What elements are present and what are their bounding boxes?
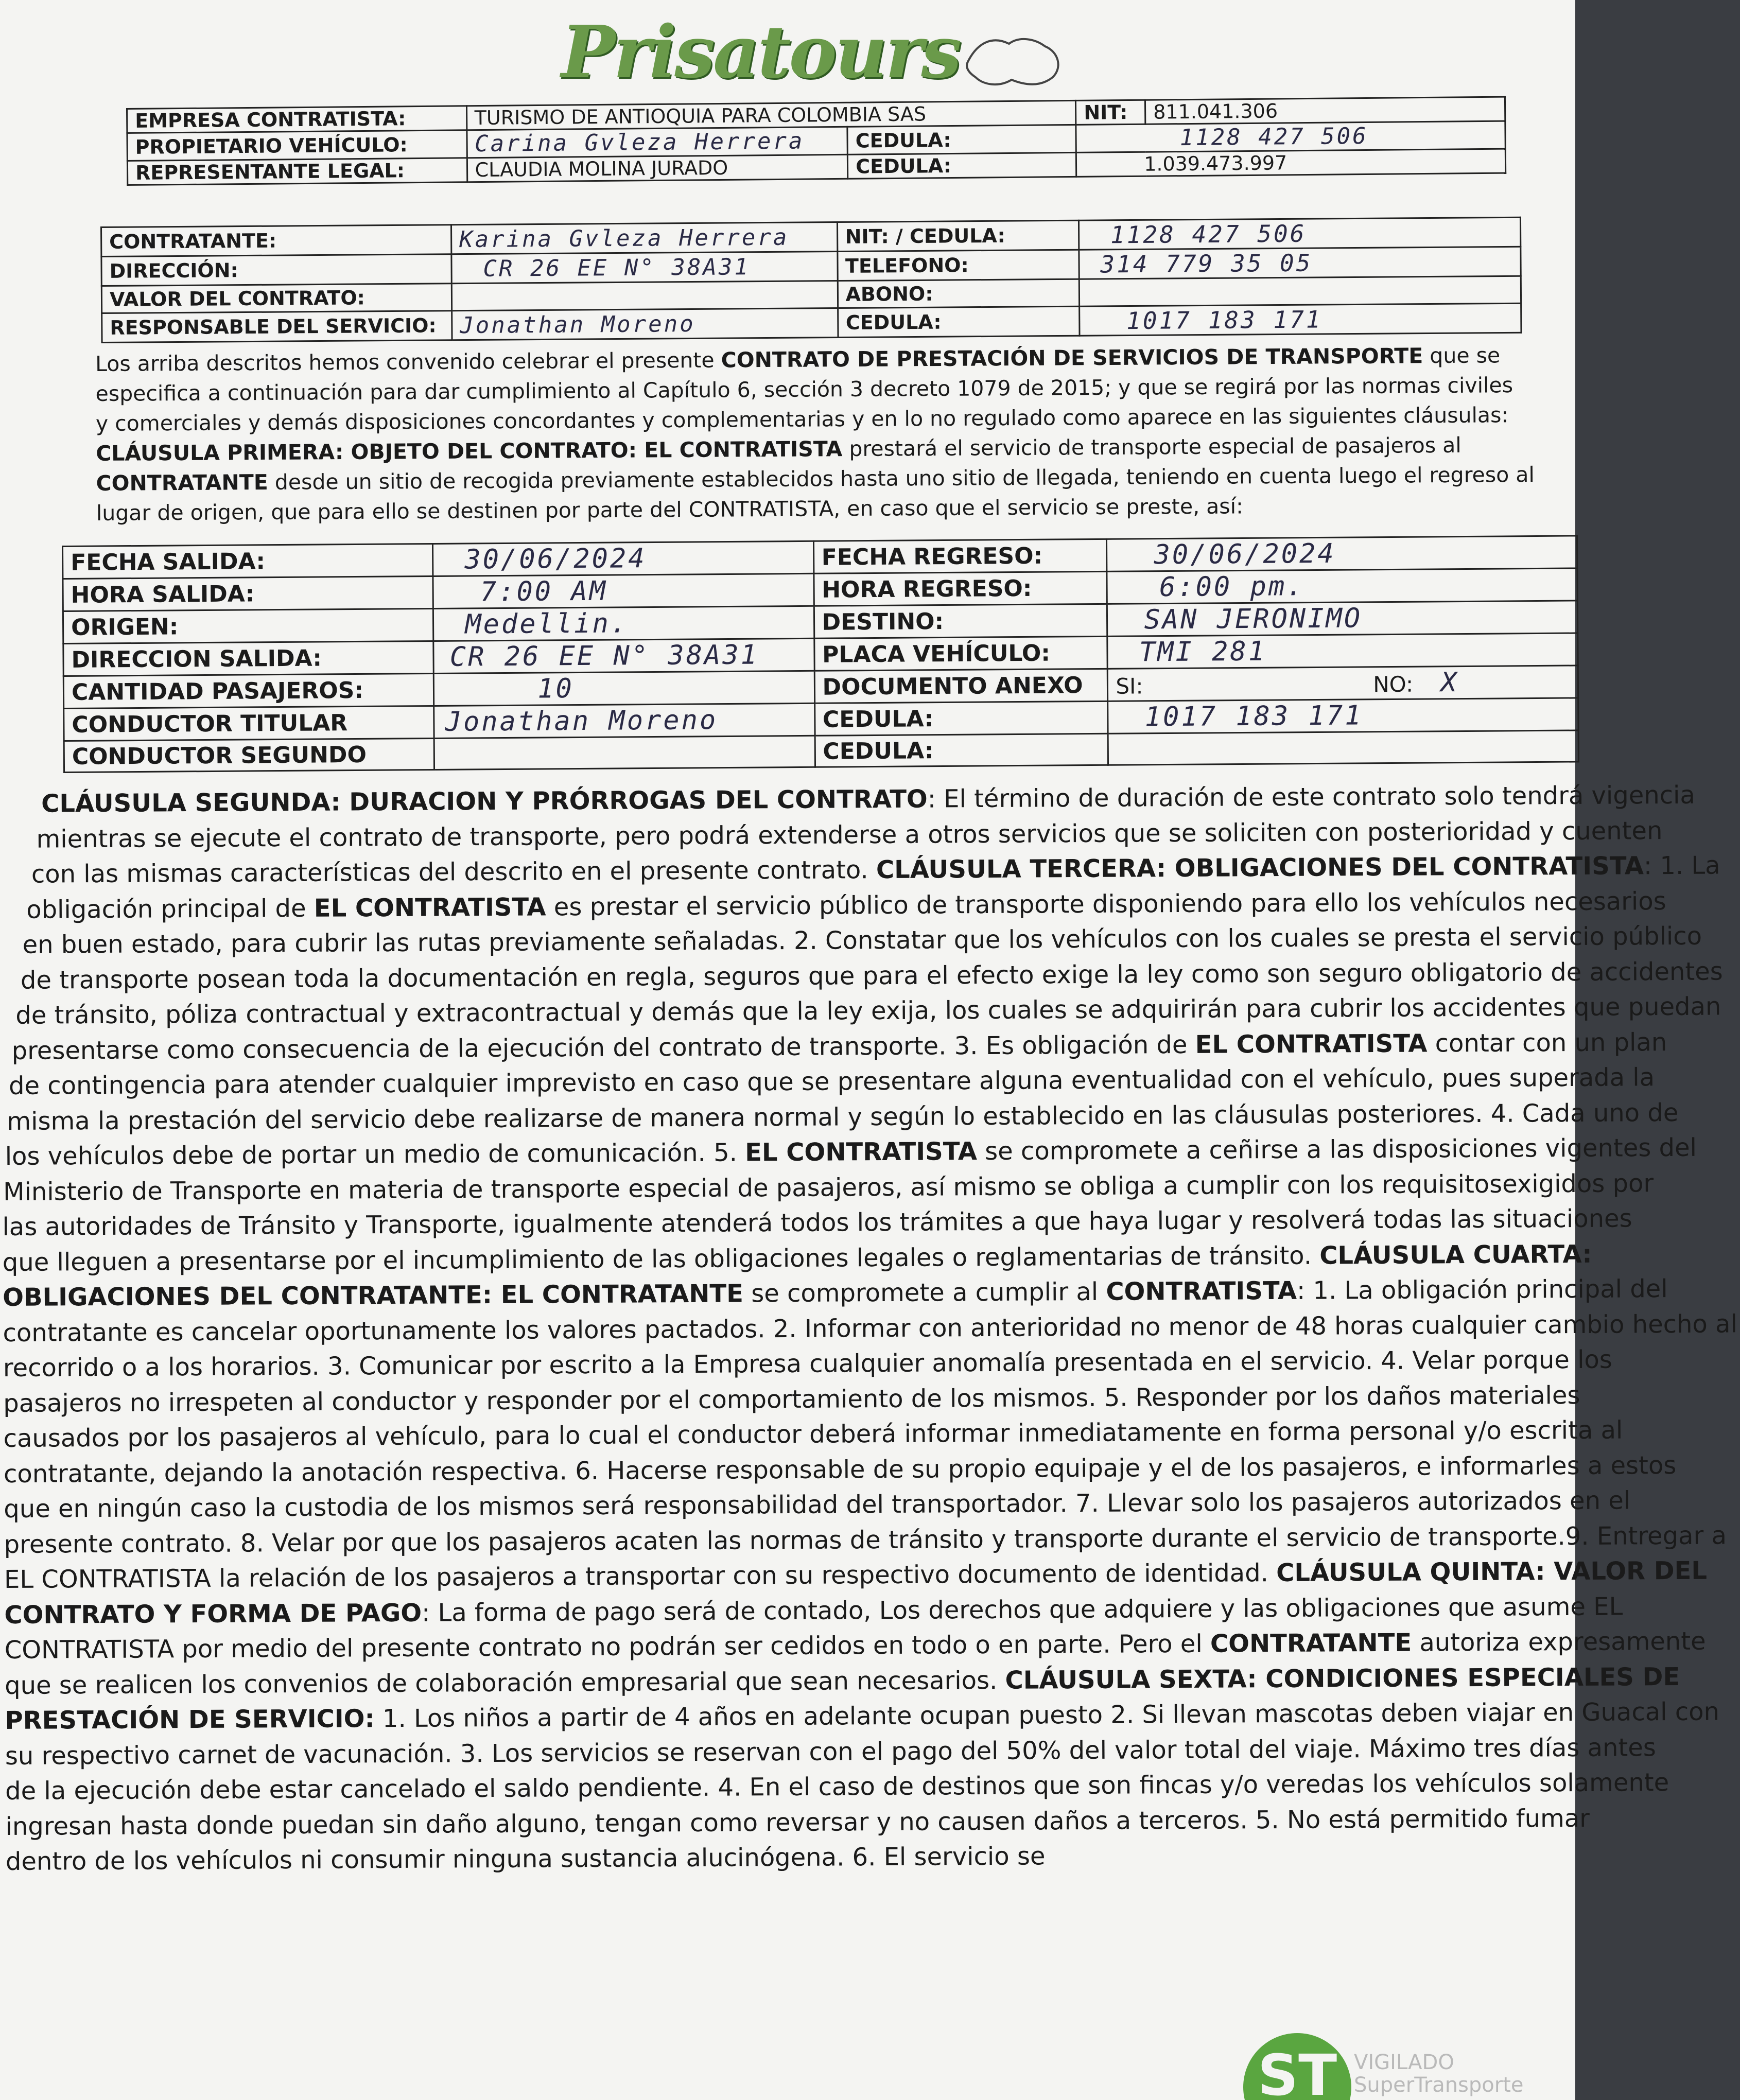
direccion-value: CR 26 EE N° 38A31 bbox=[451, 252, 838, 284]
hora-salida-label: HORA SALIDA: bbox=[63, 576, 433, 611]
hora-regreso-label: HORA REGRESO: bbox=[814, 571, 1107, 606]
contratante-label: CONTRATANTE: bbox=[101, 225, 451, 257]
direccion-salida-label: DIRECCION SALIDA: bbox=[63, 641, 434, 676]
direccion-label: DIRECCIÓN: bbox=[101, 254, 451, 286]
vigilado-text: VIGILADO SuperTransporte bbox=[1354, 2051, 1524, 2097]
cedula-label: CEDULA: bbox=[848, 152, 1076, 179]
empresa-label: EMPRESA CONTRATISTA: bbox=[127, 106, 467, 133]
cedula-label: CEDULA: bbox=[847, 125, 1076, 154]
nit-cedula-value: 1128 427 506 bbox=[1078, 217, 1521, 250]
origen-value: Medellin. bbox=[433, 606, 814, 641]
seal-letters: ST bbox=[1257, 2042, 1337, 2100]
abono-label: ABONO: bbox=[838, 279, 1080, 308]
supertransporte-seal-icon bbox=[1241, 2031, 1354, 2100]
conductor-titular-value: Jonathan Moreno bbox=[434, 703, 815, 738]
fecha-salida-label: FECHA SALIDA: bbox=[63, 544, 433, 579]
nit-label: NIT: bbox=[1076, 100, 1145, 125]
company-logo bbox=[561, 10, 1066, 100]
clauses-body: CLÁUSULA SEGUNDA: DURACION Y PRÓRROGAS DEL CONTRATO: El término de duración de este contrato solo tendrá vigencia mientras se ejecute el contrato de transporte, pero podrá extenderse a otros servicios que se soliciten con posterioridad y cuenten con las mismas características del descrito en el presente contrato. CLÁUSULA TERCERA: OBLIGACIONES DEL CONTRATISTA: 1. La obligación principal de EL CONTRATISTA es prestar el servicio público de transporte disponiendo para ello los vehículos necesarios en buen estado, para cubrir las rutas previamente señaladas. 2. Constatar que los vehículos con los cuales se presta el servicio público de transporte posean toda la documentación en regla, seguros que para el efecto exige la ley como son seguro obligatorio de accidentes de tránsito, póliza contractual y extracontractual y demás que la ley exija, los cuales se adquirirán para cubrir los accidentes que puedan presentarse como consecuencia de la ejecución del contrato de transporte. 3. Es obligación de EL CONTRATISTA contar con un plan de contingencia para atender cualquier imprevisto en caso que se presentare alguna eventualidad con el vehículo, pues superada la misma la prestación del servicio debe realizarse de manera normal y según lo establecido en las cláusulas posteriores. 4. Cada uno de los vehículos debe de portar un medio de comunicación. 5. EL CONTRATISTA se compromete a ceñirse a las disposiciones vigentes del Ministerio de Transporte en materia de transporte especial de pasajeros, así mismo se obliga a cumplir con los requisitosexigidos por las autoridades de Tránsito y Transporte, igualmente atenderá todos los trámites a que haya lugar y resolverá todas las situaciones que lleguen a presentarse por el incumplimiento de las obligaciones legales o reglamentarias de tránsito. CLÁUSULA CUARTA: OBLIGACIONES DEL CONTRATANTE: EL CONTRATANTE se compromete a cumplir al CONTRATISTA: 1. La obligación principal del contratante es cancelar oportunamente los valores pactados. 2. Informar con anterioridad no menor de 48 horas cualquier cambio hecho al recorrido o a los horarios. 3. Comunicar por escrito a la Empresa cualquier anomalía presentada en el servicio. 4. Velar porque los pasajeros no irrespeten al conductor y responder por el comportamiento de los mismos. 5. Responder por los daños materiales causados por los pasajeros al vehículo, para lo cual el conductor deberá informar inmediatamente en forma personal y/o escrita al contratante, dejando la anotación respectiva. 6. Hacerse responsable de su propio equipaje y el de los pasajeros, e informarles a estos que en ningún caso la custodia de los mismos será responsabilidad del transportador. 7. Llevar solo los pasajeros autorizados en el presente contrato. 8. Velar por que los pasajeros acaten las normas de tránsito y transporte durante el servicio de transporte.9. Entregar a EL CONTRATISTA la relación de los pasajeros a transportar con su respectivo documento de identidad. CLÁUSULA QUINTA: VALOR DEL CONTRATO Y FORMA DE PAGO: La forma de pago será de contado, Los derechos que adquiere y las obligaciones que asume EL CONTRATISTA por medio del presente contrato no podrán ser cedidos en todo o en parte. Pero el CONTRATANTE autoriza expresamente que se realicen los convenios de colaboración empresarial que sean necesarios. CLÁUSULA SEXTA: CONDICIONES ESPECIALES DE PRESTACIÓN DE SERVICIO: 1. Los niños a partir de 4 años en adelante ocupan puesto 2. Si llevan mascotas deben viajar en Guacal con su respectivo carnet de vacunación. 3. Los servicios se reservan con el pago del 50% del valor total del viaje. Máximo tres días antes de la ejecución debe estar cancelado el saldo pendiente. 4. En el caso de destinos que son fincas y/o veredas los vehículos solamente ingresan hasta donde puedan sin daño alguno, tengan como reversar y no causen daños a terceros. 5. No está permitido fumar dentro de los vehículos ni consumir ninguna sustancia alucinógena. 6. El servicio se bbox=[2, 780, 1737, 1876]
propietario-value: Carina Gvleza Herrera bbox=[466, 127, 847, 157]
nit-value: 811.041.306 bbox=[1145, 97, 1505, 124]
cedula-label: CEDULA: bbox=[814, 701, 1108, 736]
placa-label: PLACA VEHÍCULO: bbox=[814, 636, 1107, 671]
destino-label: DESTINO: bbox=[814, 604, 1107, 638]
fecha-regreso-label: FECHA REGRESO: bbox=[813, 539, 1107, 573]
no-mark: X bbox=[1440, 667, 1459, 698]
documento-anexo bbox=[1108, 666, 1578, 701]
responsable-label: RESPONSABLE DEL SERVICIO: bbox=[102, 311, 452, 343]
abono-value bbox=[1079, 276, 1521, 306]
hora-regreso-value: 6:00 pm. bbox=[1107, 568, 1577, 604]
nit-cedula-label: NIT: / CEDULA: bbox=[837, 220, 1079, 251]
valor-value bbox=[451, 281, 838, 311]
conductor-titular-cedula: 1017 183 171 bbox=[1108, 698, 1578, 733]
intro-paragraph: Los arriba descritos hemos convenido celebrar el presente CONTRATO DE PRESTACIÓN DE SERVICIOS DE TRANSPORTE que se especifica a continuación para dar cumplimiento al Capítulo 6, sección 3 decreto 1079 de 2015; y que se regirá por las normas civiles y comerciales y demás disposiciones concordantes y complementarias y en lo no regulado como aparece en las siguientes cláusulas: CLÁUSULA PRIMERA: OBJETO DEL CONTRATO: EL CONTRATISTA prestará el servicio de transporte especial de pasajeros al CONTRATANTE desde un sitio de recogida previamente establecidos hasta uno sitio de llegada, teniendo en cuenta luego el regreso al lugar de origen, que para ello se destinen por parte del CONTRATISTA, en caso que el servicio se preste, así: bbox=[95, 343, 1535, 526]
logo-wordmark: Prisatours bbox=[561, 10, 960, 95]
conductor-titular-label: CONDUCTOR TITULAR bbox=[64, 706, 434, 741]
origen-label: ORIGEN: bbox=[63, 608, 433, 643]
direccion-salida-value: CR 26 EE N° 38A31 bbox=[433, 638, 814, 673]
telefono-label: TELEFONO: bbox=[837, 250, 1079, 281]
empresa-value: TURISMO DE ANTIOQUIA PARA COLOMBIA SAS bbox=[466, 100, 1076, 130]
fecha-regreso-value: 30/06/2024 bbox=[1107, 536, 1577, 571]
trip-table bbox=[62, 535, 1579, 773]
representante-cedula: 1.039.473.997 bbox=[1076, 149, 1506, 177]
conductor-segundo-label: CONDUCTOR SEGUNDO bbox=[64, 738, 434, 772]
telefono-value: 314 779 35 05 bbox=[1079, 247, 1521, 279]
cedula2-label: CEDULA: bbox=[815, 733, 1108, 767]
cantidad-value: 10 bbox=[433, 671, 814, 706]
representante-value: CLAUDIA MOLINA JURADO bbox=[467, 154, 848, 182]
no-label: NO: bbox=[1373, 671, 1414, 697]
responsable-cedula: 1017 183 171 bbox=[1079, 303, 1521, 336]
si-label: SI: bbox=[1116, 673, 1143, 699]
contratante-value: Karina Gvleza Herrera bbox=[451, 222, 837, 254]
documento-label: DOCUMENTO ANEXO bbox=[814, 669, 1108, 703]
valor-label: VALOR DEL CONTRATO: bbox=[101, 284, 451, 313]
placa-value: TMI 281 bbox=[1107, 633, 1578, 669]
propietario-label: PROPIETARIO VEHÍCULO: bbox=[127, 130, 467, 161]
hora-salida-value: 7:00 AM bbox=[433, 573, 814, 608]
conductor-segundo-value bbox=[434, 736, 815, 769]
representante-label: REPRESENTANTE LEGAL: bbox=[127, 158, 467, 185]
antioquia-map-icon bbox=[963, 31, 1066, 93]
conductor-segundo-cedula bbox=[1108, 730, 1579, 765]
company-table bbox=[126, 96, 1506, 186]
client-table bbox=[100, 217, 1522, 343]
destino-value: SAN JERONIMO bbox=[1107, 601, 1578, 636]
fecha-salida-value: 30/06/2024 bbox=[433, 541, 814, 576]
cantidad-label: CANTIDAD PASAJEROS: bbox=[63, 673, 434, 708]
responsable-value: Jonathan Moreno bbox=[452, 308, 838, 340]
propietario-cedula: 1128 427 506 bbox=[1076, 121, 1505, 152]
cedula-label: CEDULA: bbox=[838, 306, 1080, 337]
